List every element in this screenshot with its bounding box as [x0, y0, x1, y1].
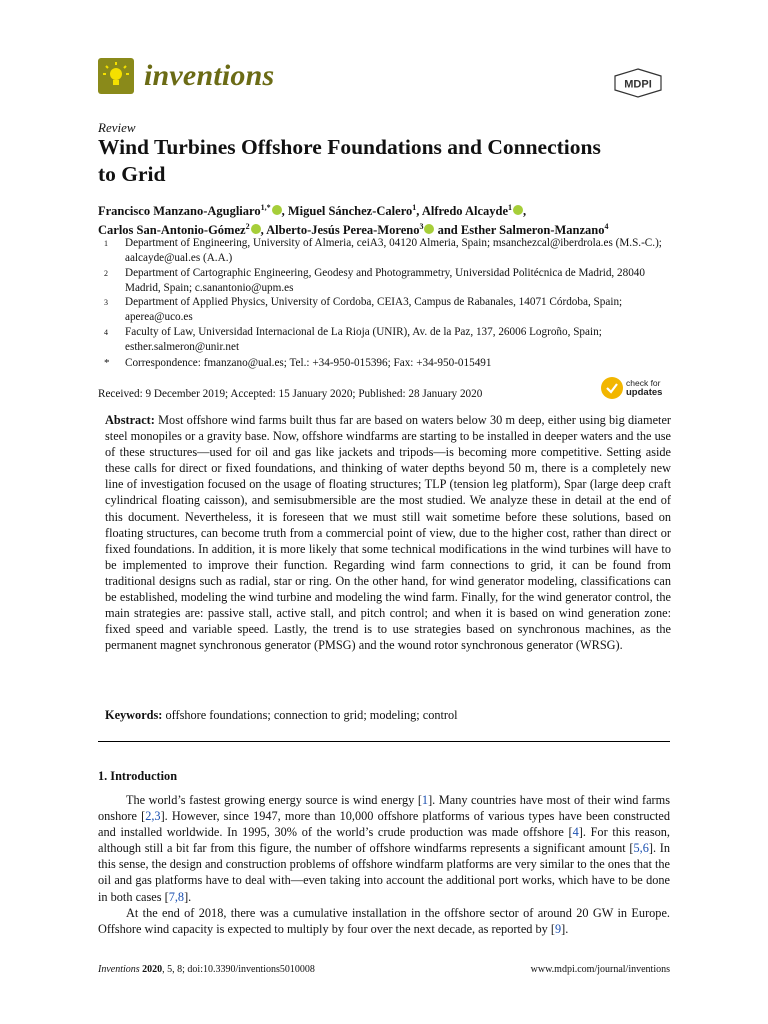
section-heading: 1. Introduction — [98, 769, 178, 783]
received-dates: Received: 9 December 2019; Accepted: 15 January 2020; Published: 28 January 2020 — [98, 388, 483, 400]
citation-link[interactable]: 4 — [572, 825, 579, 840]
check-for-updates-badge[interactable] — [601, 377, 662, 399]
citation-link[interactable]: 9 — [555, 922, 562, 937]
author-list — [98, 200, 678, 238]
orcid-icon[interactable] — [513, 205, 523, 215]
author-name[interactable]: , Alfredo Alcayde — [416, 204, 509, 219]
author-name[interactable]: , Miguel Sánchez-Calero — [281, 204, 413, 219]
divider — [98, 741, 670, 742]
author-name[interactable]: , Alberto-Jesús Perea-Moreno — [260, 223, 420, 238]
intro-paragraph-1: The world’s fastest growing energy source is wind energy [1]. Many countries have most of their wind farms onshore [2,3]. However, since 1947, more than 10,000 offshore platforms of various types have been constructed and installed worldwide. In 1995, 30% of the world’s crude production was made offshore [4]. For this reason, although still a bit far from this figure, the number of offshore windfarms represents a significant amount [5,6]. In this sense, the design and construction problems of offshore windfarm platforms are very similar to the ones that the oil and gas platforms have to deal with—even taking into account the additional port works, which have to be done in both cases [7,8]. — [98, 793, 671, 904]
journal-logo — [98, 58, 274, 94]
orcid-icon[interactable] — [251, 224, 261, 234]
author-name[interactable]: and Esther Salmeron-Manzano — [434, 223, 605, 238]
keywords-text: offshore foundations; connection to grid; modeling; control — [162, 708, 458, 722]
check-icon — [601, 377, 623, 399]
footer-url[interactable]: www.mdpi.com/journal/inventions — [530, 964, 670, 975]
article-title: Wind Turbines Offshore Foundations and Connections to Grid — [98, 135, 601, 186]
citation-link[interactable]: 5,6 — [633, 841, 649, 856]
author-name[interactable]: Francisco Manzano-Agugliaro — [98, 204, 261, 219]
citation-link[interactable]: 1 — [421, 793, 429, 807]
abstract-text: Most offshore wind farms built thus far are based on waters below 30 m deep, either using big diameter steel monopiles or a gravity base. Now, offshore windfarms are starting to be installed in deeper waters and the use of these structures—used for oil and gas like jackets and tripods—is becoming more competitive. Setting aside these calls for direct or fixed foundations, and thinking of water depths beyond 50 m, there is a completely new line of investigation focused on the usage of floating structures; TLP (tension leg platform), Spar (large deep craft cylindrical floating caisson), and semisubmersible are the most studied. We analyze these in detail at the end of this document. Nevertheless, it is foreseen that we must still wait sometime before these solutions, based on floating structures, can become truth from a commercial point of view, due to the higher cost, rather than direct or fixed foundations. In addition, it is more likely that some technical modifications in the wind turbines will have to be implemented to improve their function. Regarding wind farm connections to grid, it can be found from traditional designs such as radial, star or ring. On the other hand, for wind generator modeling, classifications can be established, modeling the wind turbine and modeling the wind farm. Finally, for the wind generator control, the main strategies are: passive stall, active stall, and pitch control; and when it is based on wind generation zone: fixed speed and variable speed. Lastly, the trend is to use strategies based on synchronous machines, as the permanent magnet synchronous generator (PMSG) and the wound rotor synchronous generator (WRSG). — [105, 413, 671, 653]
orcid-icon[interactable] — [272, 205, 282, 215]
keywords — [105, 707, 671, 723]
author-line-1: Francisco Manzano-Agugliaro$^{1,*}$ , Miguel Sánchez-Calero$^1$, Alfredo Alcayde$^1$ , — [98, 203, 527, 219]
citation-link[interactable]: 7,8 — [168, 889, 185, 904]
article-type: Review — [98, 120, 136, 135]
intro-paragraph-2: At the end of 2018, there was a cumulative installation in the offshore sector of around 20 GW in Europe. Offshore wind capacity is expected to multiply by four over the next decade, as reported by [9]. — [98, 906, 670, 937]
citation-link[interactable]: 2,3 — [145, 809, 161, 824]
author-line-2: Carlos San-Antonio-Gómez$^2$ , Alberto-Jesús Perea-Moreno$^3$ and Esther Salmeron-Manzano$^4$ — [98, 222, 609, 238]
mdpi-text: MDPI — [624, 78, 652, 91]
abstract-label: Abstract: — [105, 413, 155, 427]
footer-citation: Inventions 2020, 5, 8; doi:10.3390/inventions5010008 — [98, 964, 315, 975]
updates-label: check for updates — [626, 378, 663, 398]
lightbulb-icon — [98, 58, 134, 94]
author-name[interactable]: Carlos San-Antonio-Gómez — [98, 223, 246, 238]
orcid-icon[interactable] — [424, 224, 434, 234]
abstract — [105, 412, 671, 653]
keywords-label: Keywords: — [105, 708, 163, 722]
journal-name: inventions — [144, 59, 275, 92]
mdpi-logo — [612, 68, 664, 98]
